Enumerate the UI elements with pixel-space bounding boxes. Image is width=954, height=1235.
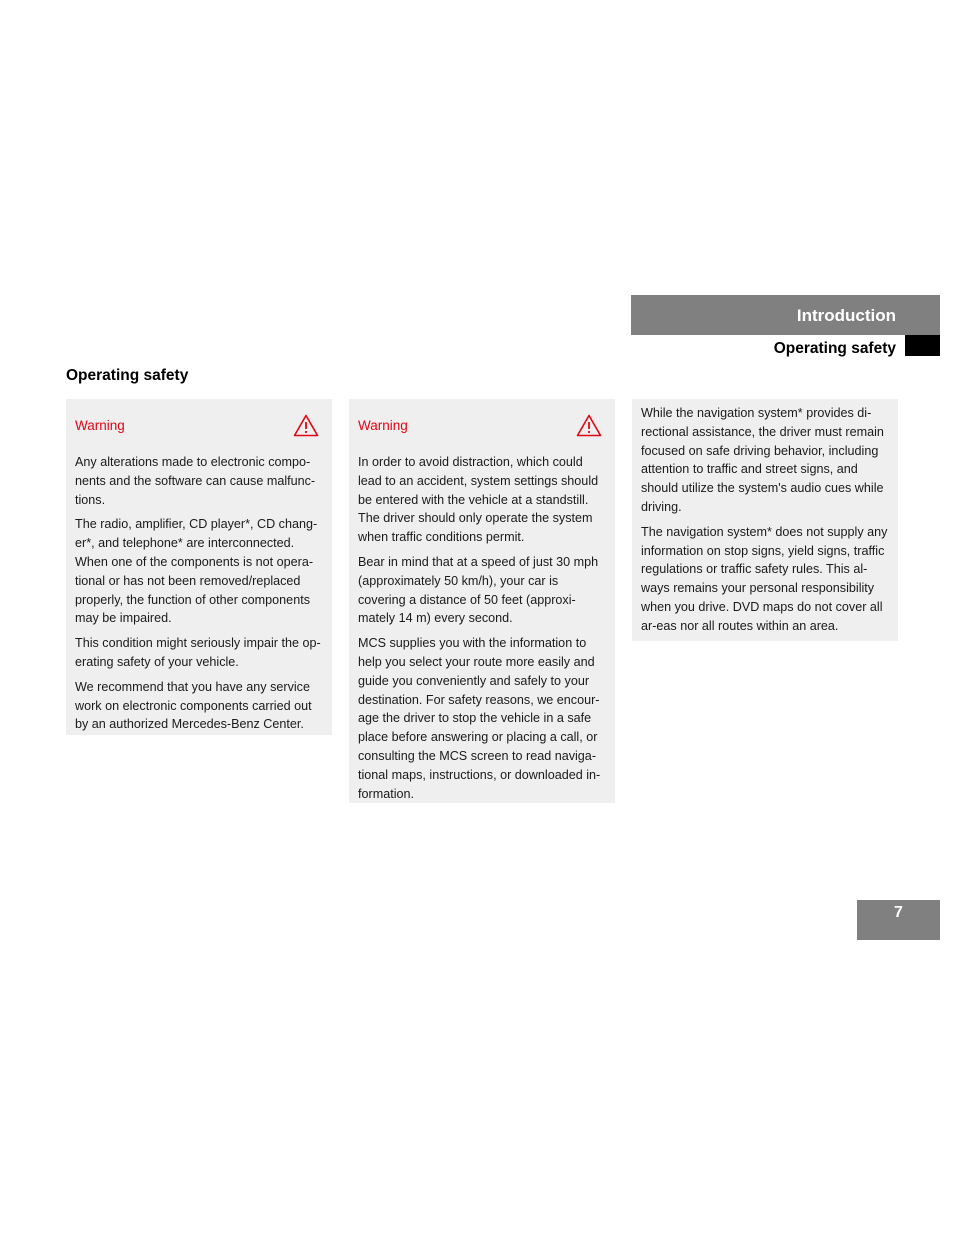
paragraph: We recommend that you have any service work on electronic components carried out by an authorized Mercedes-Benz Center. [75,679,312,732]
page-heading: Operating safety [66,367,189,384]
warning-box-electronics [66,399,332,735]
warning-triangle-icon [293,414,319,437]
section-title: Operating safety [773,340,896,357]
paragraph: This condition might seriously impair the op-erating safety of your vehicle. [75,636,321,669]
paragraph: The navigation system* does not supply any information on stop signs, yield signs, traffic regulations or traffic safety rules. This al-ways remains your personal responsibility when you drive. DVD maps do not cover all ar-eas nor all routes within an area. [641,524,888,633]
warning-box-distraction [349,399,615,803]
paragraph: While the navigation system* provides di-rectional assistance, the driver must remain focused on safe driving behavior, including attention to traffic and street signs, and should utilize the system's audio cues while driving. [641,406,884,514]
chapter-title: Introduction [796,306,896,325]
warning-header [75,406,323,441]
page-number-tab [857,900,940,940]
warning-label: Warning [358,418,408,433]
warning-header [358,406,606,441]
page-number: 7 [894,904,903,921]
section-marker [905,335,940,356]
chapter-header-bar [631,295,940,335]
paragraph: Bear in mind that at a speed of just 30 mph (approximately 50 km/h), your car is covering a distance of 50 feet (approxi-mately 14 m) every second. [358,554,599,626]
paragraph: In order to avoid distraction, which could lead to an accident, system settings should be entered with the vehicle at a standstill. The driver should only operate the system when traffic conditions permit. [358,455,599,545]
warning-triangle-icon [576,414,602,437]
paragraph: The radio, amplifier, CD player*, CD chang-er*, and telephone* are interconnected. When one of the components is not opera-tional or has not been removed/replaced properly, the function of other components may be impaired. [75,517,318,626]
paragraph: MCS supplies you with the information to help you select your route more easily and guide you conveniently and safely to your destination. For safety reasons, we encour-age the driver to stop the vehicle in a safe place before answering or placing a call, or consulting the MCS screen to read naviga-tional maps, instructions, or downloaded in-formation. [358,636,601,801]
warning-label: Warning [75,418,125,433]
paragraph: Any alterations made to electronic compo-nents and the software can cause malfunc-tions. [75,455,316,507]
info-box-navigation [632,399,898,641]
